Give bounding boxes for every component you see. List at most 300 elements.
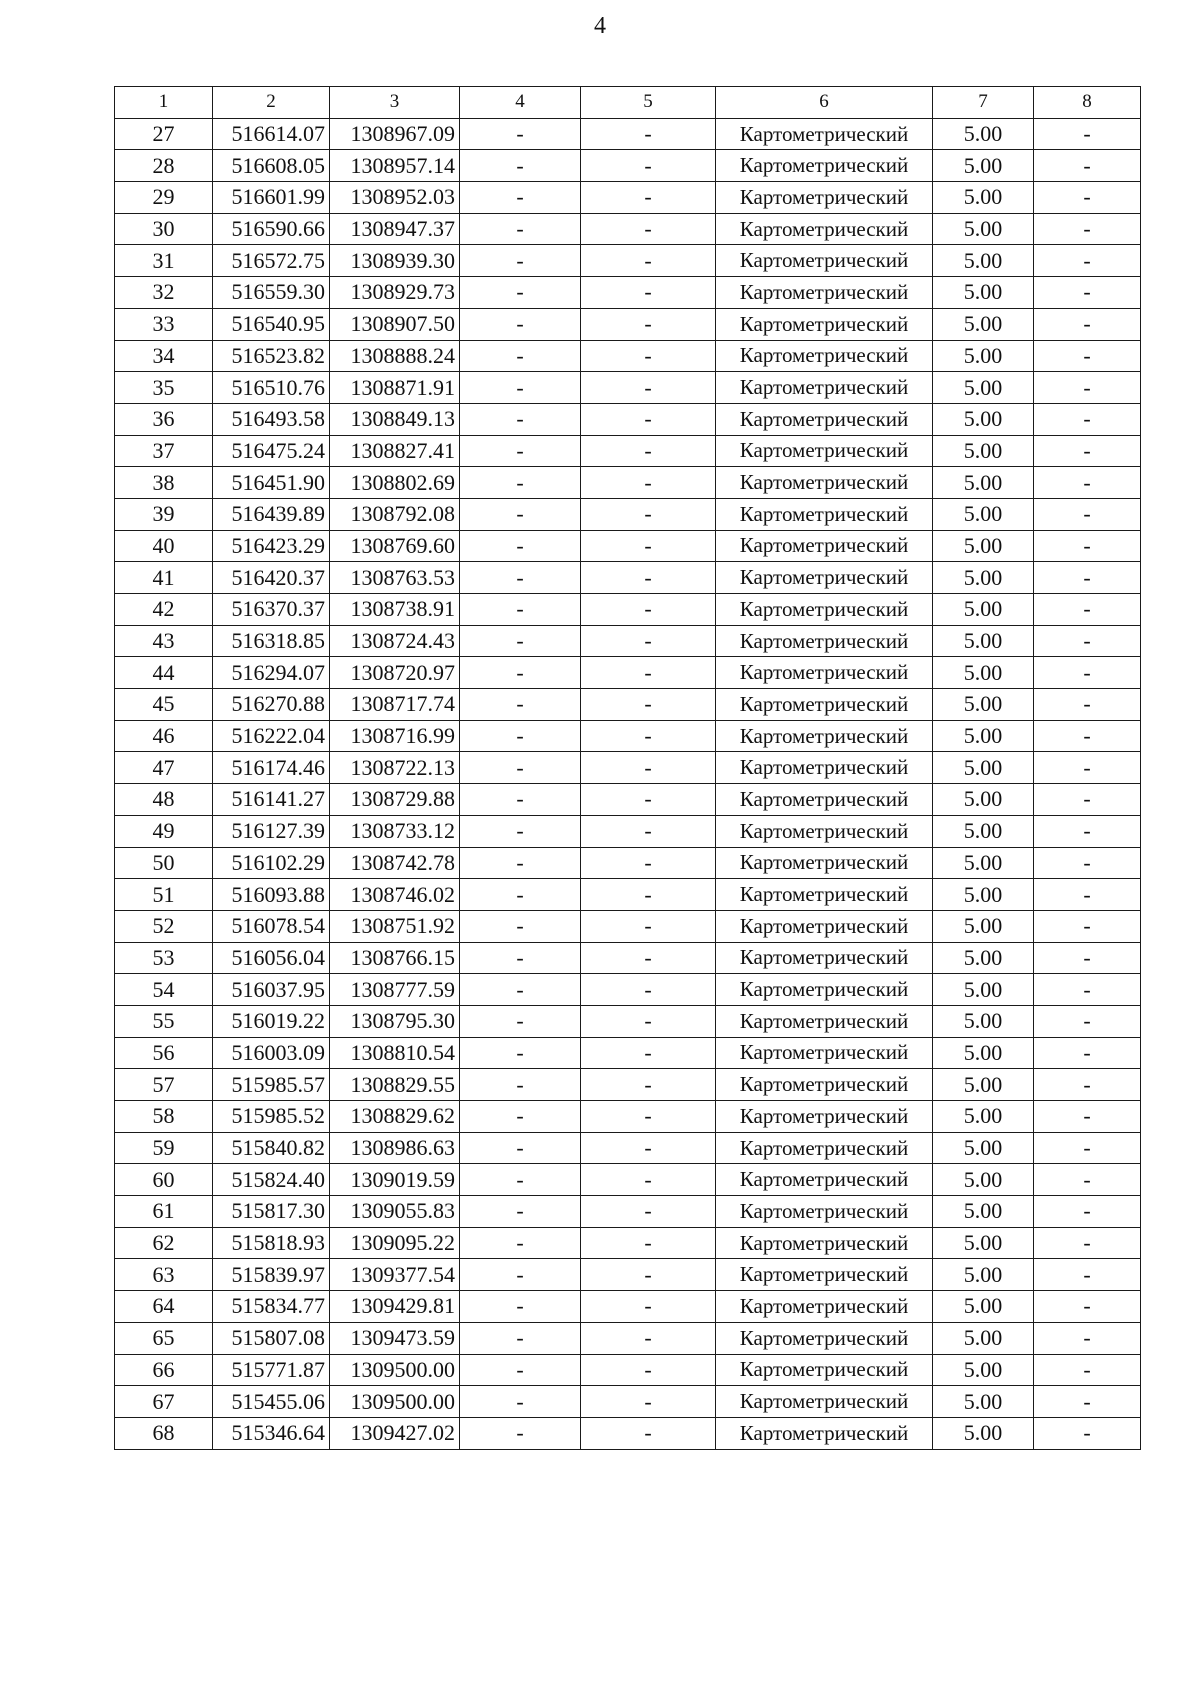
col-8-value-cell: -	[1034, 340, 1141, 372]
col-5-value-cell: -	[581, 372, 716, 404]
method-cell: Картометрический	[716, 1386, 933, 1418]
coordinate-y-cell: 1308777.59	[330, 974, 460, 1006]
col-5-value-cell: -	[581, 1386, 716, 1418]
accuracy-cell: 5.00	[933, 1354, 1034, 1386]
col-5-value-cell: -	[581, 1037, 716, 1069]
col-5-value-cell: -	[581, 752, 716, 784]
table-row	[115, 784, 1141, 816]
point-number-cell: 34	[115, 340, 213, 372]
point-number-cell: 38	[115, 467, 213, 499]
method-cell: Картометрический	[716, 213, 933, 245]
accuracy-cell: 5.00	[933, 847, 1034, 879]
method-cell: Картометрический	[716, 403, 933, 435]
table-row	[115, 942, 1141, 974]
header-col-3: 3	[330, 87, 460, 119]
col-8-value-cell: -	[1034, 594, 1141, 626]
coordinate-x-cell: 516451.90	[213, 467, 330, 499]
col-5-value-cell: -	[581, 910, 716, 942]
point-number-cell: 67	[115, 1386, 213, 1418]
col-5-value-cell: -	[581, 277, 716, 309]
coordinate-x-cell: 516572.75	[213, 245, 330, 277]
header-col-1: 1	[115, 87, 213, 119]
method-cell: Картометрический	[716, 340, 933, 372]
col-8-value-cell: -	[1034, 245, 1141, 277]
method-cell: Картометрический	[716, 1101, 933, 1133]
col-4-value-cell: -	[460, 467, 581, 499]
coordinate-y-cell: 1309377.54	[330, 1259, 460, 1291]
point-number-cell: 52	[115, 910, 213, 942]
header-col-6: 6	[716, 87, 933, 119]
method-cell: Картометрический	[716, 530, 933, 562]
accuracy-cell: 5.00	[933, 340, 1034, 372]
coordinate-y-cell: 1308986.63	[330, 1132, 460, 1164]
accuracy-cell: 5.00	[933, 530, 1034, 562]
coordinate-y-cell: 1308947.37	[330, 213, 460, 245]
col-4-value-cell: -	[460, 340, 581, 372]
header-row	[115, 87, 1141, 119]
coordinates-table	[114, 86, 1141, 1450]
col-8-value-cell: -	[1034, 403, 1141, 435]
coordinate-x-cell: 516439.89	[213, 498, 330, 530]
method-cell: Картометрический	[716, 1132, 933, 1164]
coordinate-x-cell: 515817.30	[213, 1196, 330, 1228]
table-row	[115, 562, 1141, 594]
table-row	[115, 1132, 1141, 1164]
col-4-value-cell: -	[460, 277, 581, 309]
coordinate-y-cell: 1308763.53	[330, 562, 460, 594]
col-5-value-cell: -	[581, 150, 716, 182]
method-cell: Картометрический	[716, 1196, 933, 1228]
accuracy-cell: 5.00	[933, 1259, 1034, 1291]
point-number-cell: 62	[115, 1227, 213, 1259]
coordinate-y-cell: 1308957.14	[330, 150, 460, 182]
col-4-value-cell: -	[460, 815, 581, 847]
col-5-value-cell: -	[581, 1227, 716, 1259]
col-8-value-cell: -	[1034, 498, 1141, 530]
col-8-value-cell: -	[1034, 784, 1141, 816]
col-8-value-cell: -	[1034, 435, 1141, 467]
col-5-value-cell: -	[581, 308, 716, 340]
col-4-value-cell: -	[460, 1196, 581, 1228]
col-8-value-cell: -	[1034, 1132, 1141, 1164]
method-cell: Картометрический	[716, 625, 933, 657]
col-8-value-cell: -	[1034, 1196, 1141, 1228]
col-8-value-cell: -	[1034, 1386, 1141, 1418]
col-4-value-cell: -	[460, 784, 581, 816]
table-row	[115, 1417, 1141, 1449]
accuracy-cell: 5.00	[933, 213, 1034, 245]
coordinate-x-cell: 515824.40	[213, 1164, 330, 1196]
coordinate-y-cell: 1309500.00	[330, 1354, 460, 1386]
coordinate-y-cell: 1308751.92	[330, 910, 460, 942]
point-number-cell: 50	[115, 847, 213, 879]
coordinate-x-cell: 516003.09	[213, 1037, 330, 1069]
col-5-value-cell: -	[581, 1322, 716, 1354]
table-row	[115, 1101, 1141, 1133]
point-number-cell: 27	[115, 118, 213, 150]
method-cell: Картометрический	[716, 1164, 933, 1196]
table-row	[115, 625, 1141, 657]
point-number-cell: 32	[115, 277, 213, 309]
table-row	[115, 1322, 1141, 1354]
accuracy-cell: 5.00	[933, 435, 1034, 467]
method-cell: Картометрический	[716, 277, 933, 309]
coordinate-y-cell: 1308929.73	[330, 277, 460, 309]
col-8-value-cell: -	[1034, 308, 1141, 340]
col-4-value-cell: -	[460, 1227, 581, 1259]
col-4-value-cell: -	[460, 118, 581, 150]
coordinate-y-cell: 1308827.41	[330, 435, 460, 467]
point-number-cell: 63	[115, 1259, 213, 1291]
col-5-value-cell: -	[581, 1196, 716, 1228]
col-5-value-cell: -	[581, 657, 716, 689]
coordinate-x-cell: 516270.88	[213, 689, 330, 721]
method-cell: Картометрический	[716, 562, 933, 594]
point-number-cell: 39	[115, 498, 213, 530]
table-row	[115, 910, 1141, 942]
col-5-value-cell: -	[581, 435, 716, 467]
accuracy-cell: 5.00	[933, 277, 1034, 309]
col-8-value-cell: -	[1034, 879, 1141, 911]
point-number-cell: 35	[115, 372, 213, 404]
col-4-value-cell: -	[460, 1005, 581, 1037]
accuracy-cell: 5.00	[933, 1132, 1034, 1164]
table-row	[115, 245, 1141, 277]
method-cell: Картометрический	[716, 372, 933, 404]
method-cell: Картометрический	[716, 308, 933, 340]
coordinate-y-cell: 1309055.83	[330, 1196, 460, 1228]
coordinate-x-cell: 515346.64	[213, 1417, 330, 1449]
col-8-value-cell: -	[1034, 277, 1141, 309]
table-row	[115, 1227, 1141, 1259]
accuracy-cell: 5.00	[933, 625, 1034, 657]
method-cell: Картометрический	[716, 752, 933, 784]
point-number-cell: 64	[115, 1291, 213, 1323]
accuracy-cell: 5.00	[933, 1417, 1034, 1449]
method-cell: Картометрический	[716, 1291, 933, 1323]
coordinate-y-cell: 1309095.22	[330, 1227, 460, 1259]
point-number-cell: 41	[115, 562, 213, 594]
table-row	[115, 403, 1141, 435]
col-8-value-cell: -	[1034, 118, 1141, 150]
table-row	[115, 118, 1141, 150]
col-4-value-cell: -	[460, 1259, 581, 1291]
coordinate-x-cell: 516423.29	[213, 530, 330, 562]
col-5-value-cell: -	[581, 942, 716, 974]
coordinate-y-cell: 1308939.30	[330, 245, 460, 277]
table-row	[115, 308, 1141, 340]
coordinate-y-cell: 1308724.43	[330, 625, 460, 657]
page-number: 4	[594, 13, 606, 39]
table-row	[115, 1259, 1141, 1291]
coordinate-x-cell: 516590.66	[213, 213, 330, 245]
method-cell: Картометрический	[716, 815, 933, 847]
accuracy-cell: 5.00	[933, 752, 1034, 784]
coordinate-y-cell: 1309429.81	[330, 1291, 460, 1323]
table-row	[115, 467, 1141, 499]
table-row	[115, 340, 1141, 372]
point-number-cell: 53	[115, 942, 213, 974]
col-8-value-cell: -	[1034, 1417, 1141, 1449]
accuracy-cell: 5.00	[933, 974, 1034, 1006]
table-row	[115, 1291, 1141, 1323]
point-number-cell: 66	[115, 1354, 213, 1386]
method-cell: Картометрический	[716, 847, 933, 879]
col-8-value-cell: -	[1034, 182, 1141, 214]
method-cell: Картометрический	[716, 594, 933, 626]
coordinate-x-cell: 516370.37	[213, 594, 330, 626]
coordinate-x-cell: 516614.07	[213, 118, 330, 150]
method-cell: Картометрический	[716, 879, 933, 911]
accuracy-cell: 5.00	[933, 403, 1034, 435]
table-row	[115, 1037, 1141, 1069]
coordinate-x-cell: 516141.27	[213, 784, 330, 816]
col-4-value-cell: -	[460, 435, 581, 467]
accuracy-cell: 5.00	[933, 150, 1034, 182]
table-row	[115, 974, 1141, 1006]
method-cell: Картометрический	[716, 689, 933, 721]
coordinate-x-cell: 516559.30	[213, 277, 330, 309]
method-cell: Картометрический	[716, 1037, 933, 1069]
col-5-value-cell: -	[581, 625, 716, 657]
col-8-value-cell: -	[1034, 1291, 1141, 1323]
point-number-cell: 57	[115, 1069, 213, 1101]
col-4-value-cell: -	[460, 1417, 581, 1449]
col-4-value-cell: -	[460, 403, 581, 435]
col-4-value-cell: -	[460, 720, 581, 752]
col-8-value-cell: -	[1034, 625, 1141, 657]
coordinate-x-cell: 516037.95	[213, 974, 330, 1006]
col-4-value-cell: -	[460, 910, 581, 942]
coordinate-y-cell: 1308717.74	[330, 689, 460, 721]
accuracy-cell: 5.00	[933, 1386, 1034, 1418]
coordinate-x-cell: 515771.87	[213, 1354, 330, 1386]
point-number-cell: 29	[115, 182, 213, 214]
point-number-cell: 65	[115, 1322, 213, 1354]
coordinate-x-cell: 516475.24	[213, 435, 330, 467]
method-cell: Картометрический	[716, 1005, 933, 1037]
col-5-value-cell: -	[581, 340, 716, 372]
header-col-5: 5	[581, 87, 716, 119]
table-row	[115, 879, 1141, 911]
method-cell: Картометрический	[716, 498, 933, 530]
coordinate-x-cell: 515455.06	[213, 1386, 330, 1418]
coordinate-y-cell: 1308907.50	[330, 308, 460, 340]
table-row	[115, 689, 1141, 721]
col-4-value-cell: -	[460, 530, 581, 562]
method-cell: Картометрический	[716, 150, 933, 182]
point-number-cell: 43	[115, 625, 213, 657]
accuracy-cell: 5.00	[933, 1069, 1034, 1101]
col-4-value-cell: -	[460, 1291, 581, 1323]
table-row	[115, 1164, 1141, 1196]
coordinate-y-cell: 1308829.62	[330, 1101, 460, 1133]
col-5-value-cell: -	[581, 213, 716, 245]
method-cell: Картометрический	[716, 910, 933, 942]
col-5-value-cell: -	[581, 1101, 716, 1133]
col-8-value-cell: -	[1034, 1005, 1141, 1037]
col-4-value-cell: -	[460, 1069, 581, 1101]
table-row	[115, 1196, 1141, 1228]
col-5-value-cell: -	[581, 689, 716, 721]
method-cell: Картометрический	[716, 245, 933, 277]
point-number-cell: 51	[115, 879, 213, 911]
col-5-value-cell: -	[581, 847, 716, 879]
table-row	[115, 277, 1141, 309]
point-number-cell: 33	[115, 308, 213, 340]
accuracy-cell: 5.00	[933, 1196, 1034, 1228]
col-5-value-cell: -	[581, 1005, 716, 1037]
col-5-value-cell: -	[581, 498, 716, 530]
coordinate-x-cell: 516019.22	[213, 1005, 330, 1037]
coordinate-y-cell: 1308952.03	[330, 182, 460, 214]
coordinate-x-cell: 516294.07	[213, 657, 330, 689]
coordinate-x-cell: 516420.37	[213, 562, 330, 594]
coordinate-x-cell: 515818.93	[213, 1227, 330, 1259]
col-8-value-cell: -	[1034, 815, 1141, 847]
col-4-value-cell: -	[460, 150, 581, 182]
table-row	[115, 150, 1141, 182]
coordinate-y-cell: 1309500.00	[330, 1386, 460, 1418]
accuracy-cell: 5.00	[933, 879, 1034, 911]
table-row	[115, 372, 1141, 404]
table-row	[115, 530, 1141, 562]
table-row	[115, 182, 1141, 214]
header-col-8: 8	[1034, 87, 1141, 119]
col-5-value-cell: -	[581, 1132, 716, 1164]
col-4-value-cell: -	[460, 657, 581, 689]
col-4-value-cell: -	[460, 847, 581, 879]
point-number-cell: 45	[115, 689, 213, 721]
col-5-value-cell: -	[581, 182, 716, 214]
col-5-value-cell: -	[581, 1354, 716, 1386]
method-cell: Картометрический	[716, 974, 933, 1006]
method-cell: Картометрический	[716, 784, 933, 816]
col-4-value-cell: -	[460, 942, 581, 974]
coordinate-x-cell: 515807.08	[213, 1322, 330, 1354]
col-4-value-cell: -	[460, 625, 581, 657]
point-number-cell: 47	[115, 752, 213, 784]
col-5-value-cell: -	[581, 815, 716, 847]
accuracy-cell: 5.00	[933, 720, 1034, 752]
coordinate-y-cell: 1308871.91	[330, 372, 460, 404]
accuracy-cell: 5.00	[933, 1291, 1034, 1323]
col-5-value-cell: -	[581, 879, 716, 911]
point-number-cell: 31	[115, 245, 213, 277]
accuracy-cell: 5.00	[933, 118, 1034, 150]
col-4-value-cell: -	[460, 1322, 581, 1354]
accuracy-cell: 5.00	[933, 245, 1034, 277]
coordinate-x-cell: 516608.05	[213, 150, 330, 182]
coordinate-y-cell: 1308769.60	[330, 530, 460, 562]
coordinate-x-cell: 516318.85	[213, 625, 330, 657]
col-5-value-cell: -	[581, 245, 716, 277]
coordinate-x-cell: 516078.54	[213, 910, 330, 942]
table-row	[115, 435, 1141, 467]
coordinate-y-cell: 1308792.08	[330, 498, 460, 530]
col-5-value-cell: -	[581, 594, 716, 626]
coordinate-x-cell: 516601.99	[213, 182, 330, 214]
col-4-value-cell: -	[460, 1037, 581, 1069]
coordinate-x-cell: 516510.76	[213, 372, 330, 404]
point-number-cell: 37	[115, 435, 213, 467]
col-5-value-cell: -	[581, 118, 716, 150]
coordinate-x-cell: 515985.57	[213, 1069, 330, 1101]
col-8-value-cell: -	[1034, 910, 1141, 942]
accuracy-cell: 5.00	[933, 498, 1034, 530]
col-5-value-cell: -	[581, 1069, 716, 1101]
coordinate-y-cell: 1308888.24	[330, 340, 460, 372]
table-body	[115, 118, 1141, 1449]
method-cell: Картометрический	[716, 720, 933, 752]
point-number-cell: 40	[115, 530, 213, 562]
accuracy-cell: 5.00	[933, 657, 1034, 689]
coordinate-x-cell: 516540.95	[213, 308, 330, 340]
coordinate-y-cell: 1308722.13	[330, 752, 460, 784]
method-cell: Картометрический	[716, 467, 933, 499]
accuracy-cell: 5.00	[933, 1322, 1034, 1354]
col-4-value-cell: -	[460, 1354, 581, 1386]
point-number-cell: 58	[115, 1101, 213, 1133]
coordinate-y-cell: 1308738.91	[330, 594, 460, 626]
method-cell: Картометрический	[716, 182, 933, 214]
point-number-cell: 36	[115, 403, 213, 435]
method-cell: Картометрический	[716, 942, 933, 974]
coordinate-y-cell: 1308720.97	[330, 657, 460, 689]
table-row	[115, 847, 1141, 879]
method-cell: Картометрический	[716, 657, 933, 689]
col-8-value-cell: -	[1034, 752, 1141, 784]
accuracy-cell: 5.00	[933, 562, 1034, 594]
col-5-value-cell: -	[581, 974, 716, 1006]
method-cell: Картометрический	[716, 118, 933, 150]
header-col-7: 7	[933, 87, 1034, 119]
accuracy-cell: 5.00	[933, 1037, 1034, 1069]
point-number-cell: 60	[115, 1164, 213, 1196]
accuracy-cell: 5.00	[933, 594, 1034, 626]
col-4-value-cell: -	[460, 974, 581, 1006]
col-8-value-cell: -	[1034, 372, 1141, 404]
accuracy-cell: 5.00	[933, 1164, 1034, 1196]
col-4-value-cell: -	[460, 879, 581, 911]
point-number-cell: 28	[115, 150, 213, 182]
col-5-value-cell: -	[581, 720, 716, 752]
coordinate-x-cell: 516523.82	[213, 340, 330, 372]
coordinate-x-cell: 516093.88	[213, 879, 330, 911]
method-cell: Картометрический	[716, 435, 933, 467]
accuracy-cell: 5.00	[933, 467, 1034, 499]
header-col-4: 4	[460, 87, 581, 119]
col-4-value-cell: -	[460, 213, 581, 245]
coordinate-y-cell: 1309019.59	[330, 1164, 460, 1196]
coordinate-x-cell: 516493.58	[213, 403, 330, 435]
coordinate-x-cell: 516056.04	[213, 942, 330, 974]
table-row	[115, 213, 1141, 245]
point-number-cell: 44	[115, 657, 213, 689]
point-number-cell: 48	[115, 784, 213, 816]
col-4-value-cell: -	[460, 182, 581, 214]
coordinate-x-cell: 516127.39	[213, 815, 330, 847]
method-cell: Картометрический	[716, 1322, 933, 1354]
table-row	[115, 1386, 1141, 1418]
col-8-value-cell: -	[1034, 689, 1141, 721]
col-4-value-cell: -	[460, 498, 581, 530]
col-8-value-cell: -	[1034, 720, 1141, 752]
col-8-value-cell: -	[1034, 150, 1141, 182]
col-8-value-cell: -	[1034, 847, 1141, 879]
accuracy-cell: 5.00	[933, 182, 1034, 214]
col-8-value-cell: -	[1034, 1069, 1141, 1101]
